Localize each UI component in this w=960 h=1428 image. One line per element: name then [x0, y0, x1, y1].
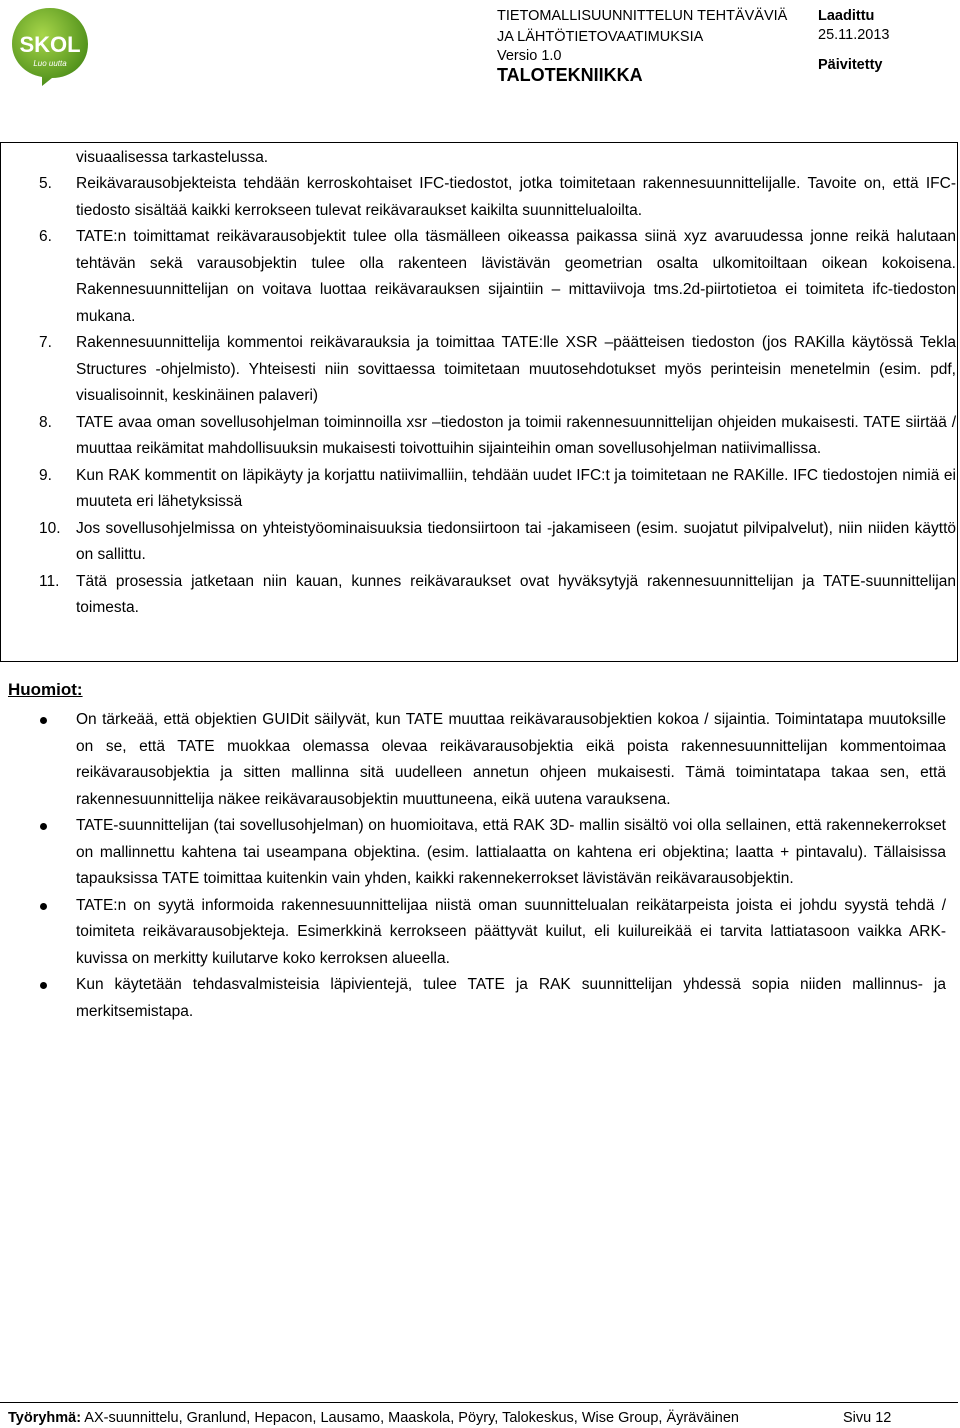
process-steps-list — [0, 171, 960, 622]
step-text: Tätä prosessia jatketaan niin kauan, kunnes reikävaraukset ovat hyväksytyjä rakennesuunnittelijan ja TATE-suunnittelijan toimesta. — [76, 572, 956, 616]
bullet-icon — [40, 717, 47, 724]
footer-divider — [0, 1402, 958, 1403]
page-number: Sivu 12 — [843, 1410, 892, 1426]
created-date: 25.11.2013 — [818, 27, 890, 43]
list-item — [0, 569, 956, 622]
created-label: Laadittu — [818, 8, 875, 24]
box-top-border — [0, 142, 958, 143]
document-title-line1: TIETOMALLISUUNNITTELUN TEHTÄVÄVIÄ — [497, 8, 788, 24]
skol-logo — [8, 4, 92, 88]
bullet-icon — [40, 903, 47, 910]
list-item — [0, 893, 946, 973]
updated-label: Päivitetty — [818, 57, 883, 73]
list-item — [0, 972, 946, 1025]
step-text: Jos sovellusohjelmissa on yhteistyöominaisuuksia tiedonsiirtoon tai -jakamiseen (esim. suojatut pilvipalvelut), niin niiden käyttö on sallittu. — [76, 519, 956, 563]
step-number: 11. — [39, 572, 60, 590]
step-number: 10. — [39, 519, 61, 537]
note-text: TATE-suunnittelijan (tai sovellusohjelman) on huomioitava, että RAK 3D- mallin sisältö voi olla sellainen, että rakennekerrokset on mallinnettu kahtena tai useampana objektina. (esim. lattialaatta on kahtena eri objektina; laatta + pintavalu). Tällaisissa tapauksissa TATE toimittaa kuitenkin vain yhden, kaikki rakennekerrokset lävistävän reikävarausobjektin. — [76, 817, 946, 887]
note-text: On tärkeää, että objektien GUIDit säilyvät, kun TATE muuttaa reikävarausobjektien kokoa / sijaintia. Toimintatapa muutoksille on se, että TATE muokkaa olemassa olevaa reikävarausobjektia eikä poista rakennesuunnittelijan kommentoimaa reikävarausobjektia ja sitten mallinna sitä uudelleen annetun ohjeen mukaisesti. Tämä toimintatapa takaa sen, että rakennesuunnittelija näkee reikävarausobjektin muuttuneena, eikä uutena varauksena. — [76, 711, 946, 808]
bullet-icon — [40, 823, 47, 830]
footer-workgroup — [8, 1408, 739, 1428]
note-text: Kun käytetään tehdasvalmisteisia läpivientejä, tulee TATE ja RAK suunnittelijan yhdessä sopia niiden mallinnus- ja merkitsemistapa. — [76, 976, 946, 1020]
bullet-icon — [40, 982, 47, 989]
step-number: 8. — [39, 413, 52, 431]
list-item — [0, 330, 956, 410]
continuation-text: visuaalisessa tarkastelussa. — [76, 149, 269, 166]
footer-members: AX-suunnittelu, Granlund, Hepacon, Lausamo, Maaskola, Pöyry, Talokeskus, Wise Group, Äyräväinen — [81, 1410, 739, 1426]
step-text: Kun RAK kommentit on läpikäyty ja korjattu natiivimalliin, tehdään uudet IFC:t ja toimitetaan ne RAKille. IFC tiedostojen nimiä ei muuteta eri lähetyksissä — [76, 466, 956, 510]
skol-logo-graphic — [8, 4, 92, 88]
step-number: 9. — [39, 466, 52, 484]
box-bottom-border — [0, 661, 958, 662]
step-number: 5. — [39, 175, 52, 192]
step-text: Reikävarausobjekteista tehdään kerroskohtaiset IFC-tiedostot, jotka toimitetaan rakennesuunnittelijalle. Tavoite on, että IFC-tiedosto sisältää kaikki kerrokseen tulevat reikävaraukset kaikilta suunnittelualoilta. — [76, 175, 956, 219]
footer-label: Työryhmä: — [8, 1410, 82, 1426]
step-text: Rakennesuunnittelija kommentoi reikävarauksia ja toimittaa TATE:lle XSR –päätteisen tiedoston (jos RAKilla käytössä Tekla Structures -ohjelmisto). Yhteisesti niin sovittaessa toimitetaan muutosehdotukset myös perinteisin menetelmin (esim. pdf, visualisoinnit, keskinäinen palaveri) — [76, 334, 956, 404]
logo-tagline: Luo uutta — [33, 59, 67, 68]
list-item — [0, 171, 956, 224]
document-version: Versio 1.0 — [497, 48, 562, 64]
list-item — [0, 813, 946, 893]
list-item — [0, 410, 956, 463]
document-title — [497, 6, 787, 48]
list-item — [0, 463, 956, 516]
step-text: TATE avaa oman sovellusohjelman toiminnoilla xsr –tiedoston ja toimii rakennesuunnittelijan ohjeiden mukaisesti. TATE siirtää / muuttaa reikämitat mahdollisuuksin mukaisesti toivottuihin sijainteihin oman sovellusohjelman natiivimallissa. — [76, 413, 956, 457]
document-title-line2: JA LÄHTÖTIETOVAATIMUKSIA — [497, 29, 704, 45]
notes-heading: Huomiot: — [8, 680, 83, 699]
document-section: TALOTEKNIIKKA — [497, 65, 643, 85]
logo-text: SKOL — [19, 32, 81, 57]
step-text: TATE:n toimittamat reikävarausobjektit tulee olla täsmälleen oikeassa paikassa siinä xyz avaruudessa jonne reikä halutaan tehtävän sekä varausobjektin tulee olla rakenteen lävistävän geometrian osalta ulkomitoiltaan oikean kokoisena. Rakennesuunnittelijan on voitava luottaa reikävarauksen sijaintiin – mittaviivoja tms.2d-piirtotietoa ei toimiteta ifc-tiedoston mukana. — [76, 228, 956, 325]
note-text: TATE:n on syytä informoida rakennesuunnittelijaa niistä oman suunnittelualan reikätarpeista joista ei johdu syystä tehdä / toimiteta reikävarausobjekteja. Esimerkkinä kerrokseen päättyvät kuilut, eli kuilureikää ei tarvita lattiatasoon vaikka ARK-kuvissa on merkitty kuilutarve koko kerroksen alueella. — [76, 896, 946, 967]
list-item — [0, 224, 956, 330]
step-number: 6. — [39, 228, 52, 245]
notes-list — [0, 707, 960, 1025]
list-item — [0, 707, 946, 813]
list-item — [0, 516, 956, 569]
step-number: 7. — [39, 334, 52, 351]
